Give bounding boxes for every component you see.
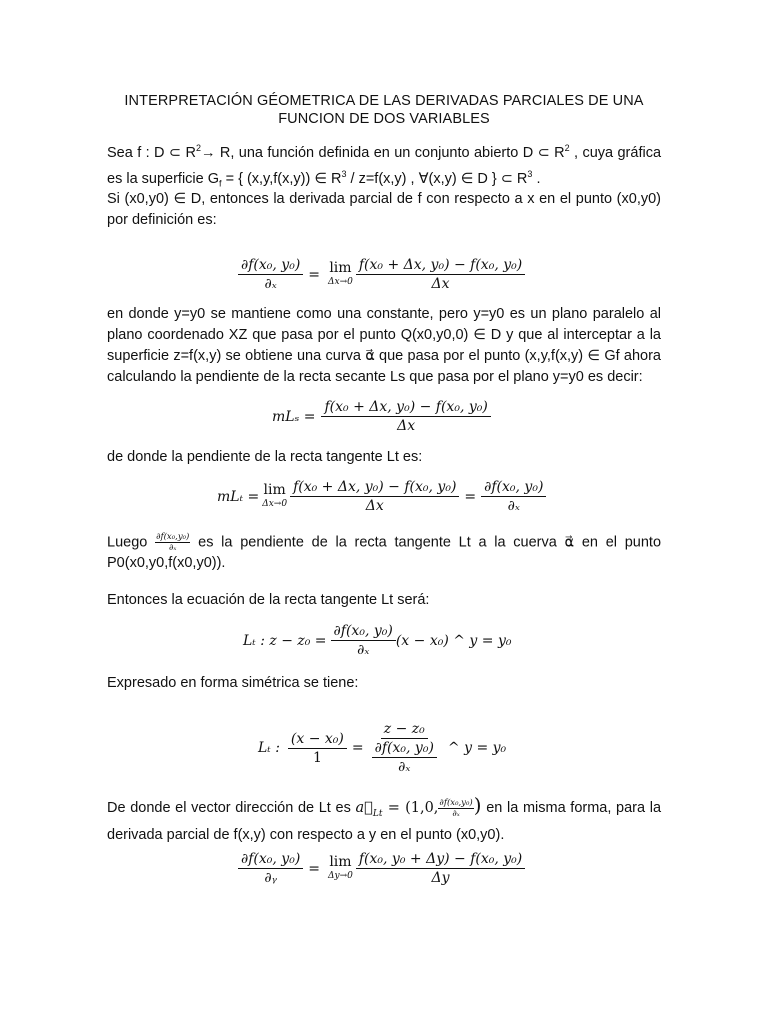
p5-inline-fraction — [155, 532, 190, 553]
eq1-rhs-num: f(x₀ + Δx, y₀) − f(x₀, y₀) — [356, 256, 525, 275]
eq3-lim-sub: Δx→0 — [262, 498, 288, 509]
eq1-lhs-num: ∂f(x₀, y₀) — [238, 256, 303, 275]
eq5-fraction-2 — [369, 720, 440, 776]
title-line-1: INTERPRETACIÓN GÉOMETRICA DE LAS DERIVADAS PARCIALES DE UNA — [124, 93, 644, 109]
eq3-rhs-num: ∂f(x₀, y₀) — [481, 478, 546, 497]
eq5-den-2 — [369, 739, 440, 776]
eq6-limit — [328, 855, 353, 883]
equation-secant-slope — [272, 398, 491, 435]
p1-text-b: → R, una función definida en un conjunto abierto D ⊂ R — [200, 144, 565, 161]
equation-symmetric-form — [258, 720, 506, 776]
paragraph-symmetric-form-intro: Expresado en forma simétrica se tiene: — [107, 675, 359, 691]
eq6-lhs-num: ∂f(x₀, y₀) — [238, 850, 303, 869]
vector-subscript: Lt — [372, 808, 383, 819]
eq4-lhs: Lₜ : z − z₀ = — [243, 632, 327, 649]
eq6-rhs-den: Δy — [431, 870, 450, 886]
paragraph-partial-derivative-intro: Si (x0,y0) ∈ D, entonces la derivada parcial de f con respecto a x en el punto (x0,y0) por definición es: — [107, 191, 661, 228]
eq1-lim-word: lim — [329, 259, 352, 276]
p8-text-b: en la misma forma, para la derivada parcial de f(x,y) con respecto a y en el punto (x0,y0). — [107, 800, 662, 843]
eq5-num-1: (x − x₀) — [288, 730, 347, 749]
page-title — [60, 92, 708, 128]
paragraph-tangent-equation-intro: Entonces la ecuación de la recta tangente Lt será: — [107, 592, 430, 608]
eq3-lim-word: lim — [263, 481, 286, 498]
vector-frac-den: ∂ₓ — [452, 808, 460, 819]
paragraph-definition — [107, 138, 661, 195]
p1-sub: f — [219, 178, 222, 189]
eq5-den-1: 1 — [312, 749, 322, 766]
direction-vector — [355, 793, 482, 819]
eq4-num: ∂f(x₀, y₀) — [331, 622, 396, 641]
eq2-den: Δx — [397, 418, 416, 434]
p8-text-a: De donde el vector dirección de Lt es — [107, 800, 351, 816]
eq1-lim-sub: Δx→0 — [328, 276, 353, 287]
eq6-lhs-fraction — [238, 850, 303, 887]
eq5-lhs: Lₜ : — [258, 740, 280, 756]
equation-tangent-line — [243, 622, 511, 659]
eq3-num: f(x₀ + Δx, y₀) − f(x₀, y₀) — [290, 478, 459, 497]
eq6-equals: = — [308, 860, 321, 877]
vector-close: ) — [473, 793, 482, 817]
equation-partial-y-definition — [238, 850, 525, 887]
paragraph-direction-vector — [107, 795, 661, 846]
eq3-limit — [262, 483, 287, 511]
eq2-num: f(x₀ + Δx, y₀) − f(x₀, y₀) — [321, 398, 490, 417]
title-line-2: FUNCION DE DOS VARIABLES — [278, 111, 490, 127]
eq3-fraction — [290, 478, 459, 515]
vector-equals: = — [382, 800, 406, 816]
eq1-limit — [328, 261, 353, 289]
eq6-lim-sub: Δy→0 — [328, 870, 353, 881]
eq3-lhs: mLₜ = — [217, 488, 260, 505]
p5-inline-num: ∂f(x₀,y₀) — [156, 532, 190, 542]
eq6-rhs-num: f(x₀, y₀ + Δy) − f(x₀, y₀) — [356, 850, 525, 869]
eq6-lim-word: lim — [329, 853, 352, 870]
eq1-lhs-fraction — [238, 256, 303, 293]
eq5-num-2: z − z₀ — [381, 720, 428, 739]
eq5-nested-fraction — [372, 739, 437, 776]
eq5-nested-den: ∂ₓ — [398, 759, 411, 775]
eq3-rhs-den: ∂ₓ — [507, 498, 520, 514]
eq2-lhs: mLₛ = — [272, 408, 316, 425]
eq2-fraction — [321, 398, 490, 435]
p1-sup-2: 2 — [564, 143, 570, 153]
p1-text-a: Sea f : D ⊂ R — [107, 144, 196, 161]
equation-partial-x-definition — [238, 256, 525, 293]
p1-text-d: = { (x,y,f(x,y)) ∈ R — [221, 170, 342, 187]
eq6-rhs-fraction — [356, 850, 525, 887]
eq1-rhs-den: Δx — [431, 276, 450, 292]
p5-text-a: Luego — [107, 534, 148, 551]
vector-fraction — [438, 798, 473, 819]
p1-sup-3: 3 — [341, 168, 347, 179]
p1-text-f: . — [532, 170, 541, 187]
eq3-equals: = — [464, 488, 477, 505]
eq5-rest: ^ y = y₀ — [447, 740, 507, 756]
eq3-den: Δx — [365, 498, 384, 514]
eq4-den: ∂ₓ — [357, 642, 370, 658]
vector-symbol: a⃗ — [355, 800, 373, 816]
paragraph-luego — [107, 532, 661, 574]
eq4-rest: (x − x₀) ^ y = y₀ — [395, 632, 512, 649]
p1-sup-1: 2 — [195, 143, 201, 153]
eq1-rhs-fraction — [356, 256, 525, 293]
eq6-lhs-den: ∂ᵧ — [264, 870, 277, 886]
eq5-nested-num: ∂f(x₀, y₀) — [372, 739, 437, 758]
eq5-equals: = — [351, 740, 364, 756]
p5-inline-den: ∂ₓ — [169, 543, 177, 553]
eq1-equals: = — [308, 266, 321, 283]
p1-text-e: / z=f(x,y) , ∀(x,y) ∈ D } ⊂ R — [346, 170, 528, 187]
paragraph-curve-explanation: en donde y=y0 se mantiene como una constante, pero y=y0 es un plano paralelo al plano coordenado XZ que pasa por el punto Q(x0,y0,0) ∈ D y que al interceptar a la superficie z=f(x,y) se obtiene una curva α⃗ que pasa por el punto (x,y,f(x,y) ∈ Gf ahora calculando la pendiente de la recta secante Ls que pasa por el plano y=y0 es decir: — [107, 306, 661, 385]
equation-tangent-slope — [217, 478, 546, 515]
eq3-rhs-fraction — [481, 478, 546, 515]
p1-sup-4: 3 — [527, 168, 533, 179]
vector-frac-num: ∂f(x₀,y₀) — [439, 797, 473, 808]
eq1-lhs-den: ∂ₓ — [264, 276, 277, 292]
p5-text-b: es la pendiente de la recta tangente Lt a la cuerva α⃗ en el punto P0(x0,y0,f(x0,y0)). — [107, 534, 662, 572]
eq5-fraction-1 — [288, 730, 347, 767]
vector-open: (1,0, — [405, 800, 439, 816]
paragraph-tangent-slope-intro: de donde la pendiente de la recta tangente Lt es: — [107, 449, 423, 465]
p1-text-c: , cuya gráfica es la superficie G — [107, 144, 662, 187]
eq4-fraction — [331, 622, 396, 659]
